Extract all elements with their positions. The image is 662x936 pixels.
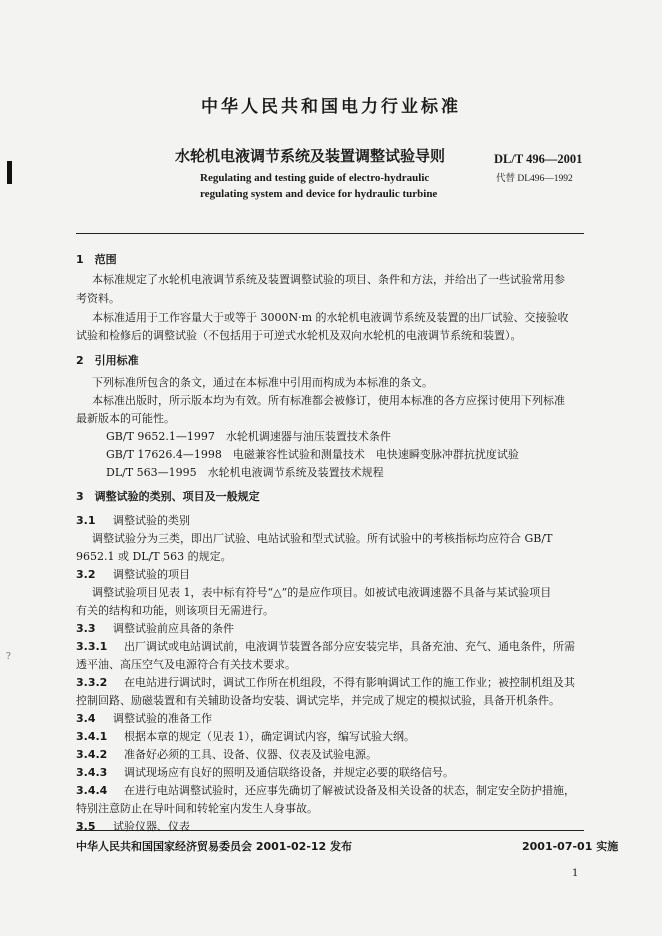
clause-number: 3.3.1 bbox=[76, 640, 108, 653]
c3-3-2-line-2: 控制回路、励磁装置和有关辅助设备均安装、调试完毕，并完成了规定的模拟试验，具备开机条件。 bbox=[76, 694, 560, 707]
clause-text: 在进行电站调整试验时，还应事先确切了解被试设备及相关设备的状态，制定安全防护措施， bbox=[124, 784, 575, 797]
clause-text: 在电站进行调试时，调试工作所在机组段，不得有影响调试工作的施工作业；被控制机组及其 bbox=[124, 676, 575, 689]
clause-text: 出厂调试或电站调试前，电液调节装置各部分应安装完毕，具备充油、充气、通电条件，所需 bbox=[124, 640, 575, 653]
clause-title: 试验仪器、仪表 bbox=[113, 820, 190, 833]
footer-rule bbox=[76, 830, 584, 831]
c3-3-1-line-2: 透平油、高压空气及电源符合有关技术要求。 bbox=[76, 658, 296, 671]
scan-margin-mark bbox=[7, 161, 12, 184]
reference-2: GB/T 17626.4—1998 电磁兼容性试验和测量技术 电快速瞬变脉冲群抗扰度试验 bbox=[106, 448, 519, 461]
clause-number: 3.5 bbox=[76, 820, 96, 833]
s2-p2-line-2: 最新版本的可能性。 bbox=[76, 412, 175, 425]
english-title-line-2: regulating system and device for hydraulic turbine bbox=[200, 188, 438, 200]
clause-text: 调试现场应有良好的照明及通信联络设备，并规定必要的联络信号。 bbox=[124, 766, 454, 779]
clause-number: 3.4.3 bbox=[76, 766, 108, 779]
industry-standard-heading: 中华人民共和国电力行业标准 bbox=[201, 97, 461, 117]
c3-2-line-1: 调整试验项目见表 1，表中标有符号“△”的是应作项目。如被试电液调速器不具备与某试验项目 bbox=[92, 586, 552, 599]
c3-2-line-2: 有关的结构和功能，则该项目无需进行。 bbox=[76, 604, 274, 617]
section-3-heading: 3 调整试验的类别、项目及一般规定 bbox=[76, 490, 260, 503]
implementation-date: 2001-07-01 实施 bbox=[522, 840, 619, 853]
clause-title: 调整试验前应具备的条件 bbox=[113, 622, 234, 635]
section-2-heading: 2 引用标准 bbox=[76, 354, 139, 367]
clause-3-4-2 bbox=[76, 746, 377, 762]
clause-number: 3.3.2 bbox=[76, 676, 108, 689]
clause-3-1-heading bbox=[76, 512, 190, 528]
clause-3-4-4 bbox=[76, 782, 575, 798]
page-number: 1 bbox=[572, 868, 579, 879]
clause-title: 调整试验的类别 bbox=[113, 514, 190, 527]
clause-text: 准备好必须的工具、设备、仪器、仪表及试验电源。 bbox=[124, 748, 377, 761]
s2-p2-line-1: 本标准出版时，所示版本均为有效。所有标准都会被修订，使用本标准的各方应探讨使用下列标准 bbox=[92, 394, 565, 407]
clause-3-5-heading bbox=[76, 818, 190, 834]
standard-code: DL/T 496—2001 bbox=[494, 152, 583, 166]
issuer-line: 中华人民共和国国家经济贸易委员会 2001-02-12 发布 bbox=[76, 840, 353, 853]
replaces-standard: 代替 DL496—1992 bbox=[496, 174, 573, 184]
english-title-line-1: Regulating and testing guide of electro-hydraulic bbox=[200, 172, 430, 184]
clause-3-4-heading bbox=[76, 710, 212, 726]
s1-p1-line-2: 考资料。 bbox=[76, 292, 120, 305]
clause-3-2-heading bbox=[76, 566, 190, 582]
clause-3-3-heading bbox=[76, 620, 234, 636]
clause-3-3-1 bbox=[76, 638, 575, 654]
clause-number: 3.4.1 bbox=[76, 730, 108, 743]
clause-3-3-2 bbox=[76, 674, 575, 690]
reference-1: GB/T 9652.1—1997 水轮机调速器与油压装置技术条件 bbox=[106, 430, 391, 443]
reference-3: DL/T 563—1995 水轮机电液调节系统及装置技术规程 bbox=[106, 466, 384, 479]
section-1-heading: 1 范围 bbox=[76, 253, 117, 266]
s1-p1-line-1: 本标准规定了水轮机电液调节系统及装置调整试验的项目、条件和方法，并给出了一些试验常用参 bbox=[92, 273, 565, 286]
document-title: 水轮机电液调节系统及装置调整试验导则 bbox=[175, 147, 446, 165]
c3-4-4-line-2: 特别注意防止在导叶间和转轮室内发生人身事故。 bbox=[76, 802, 318, 815]
s2-p1: 下列标准所包含的条文，通过在本标准中引用而构成为本标准的条文。 bbox=[92, 376, 433, 389]
clause-number: 3.4.2 bbox=[76, 748, 108, 761]
clause-3-4-1 bbox=[76, 728, 415, 744]
s1-p2-line-2: 试验和检修后的调整试验（不包括用于可逆式水轮机及双向水轮机的电液调节系统和装置）。 bbox=[76, 329, 522, 342]
clause-number: 3.4 bbox=[76, 712, 96, 725]
clause-number: 3.2 bbox=[76, 568, 96, 581]
c3-1-line-1: 调整试验分为三类，即出厂试验、电站试验和型式试验。所有试验中的考核指标均应符合 GB/T bbox=[92, 532, 553, 545]
clause-number: 3.3 bbox=[76, 622, 96, 635]
header-rule bbox=[76, 233, 584, 234]
clause-title: 调整试验的准备工作 bbox=[113, 712, 212, 725]
clause-number: 3.1 bbox=[76, 514, 96, 527]
clause-3-4-3 bbox=[76, 764, 454, 780]
clause-title: 调整试验的项目 bbox=[113, 568, 190, 581]
clause-text: 根据本章的规定（见表 1），确定调试内容，编写试验大纲。 bbox=[124, 730, 415, 743]
scan-margin-tick: ? bbox=[6, 652, 11, 662]
s1-p2-line-1: 本标准适用于工作容量大于或等于 3000N·m 的水轮机电液调节系统及装置的出厂试验、交接验收 bbox=[92, 311, 569, 324]
clause-number: 3.4.4 bbox=[76, 784, 108, 797]
c3-1-line-2: 9652.1 或 DL/T 563 的规定。 bbox=[76, 550, 232, 563]
